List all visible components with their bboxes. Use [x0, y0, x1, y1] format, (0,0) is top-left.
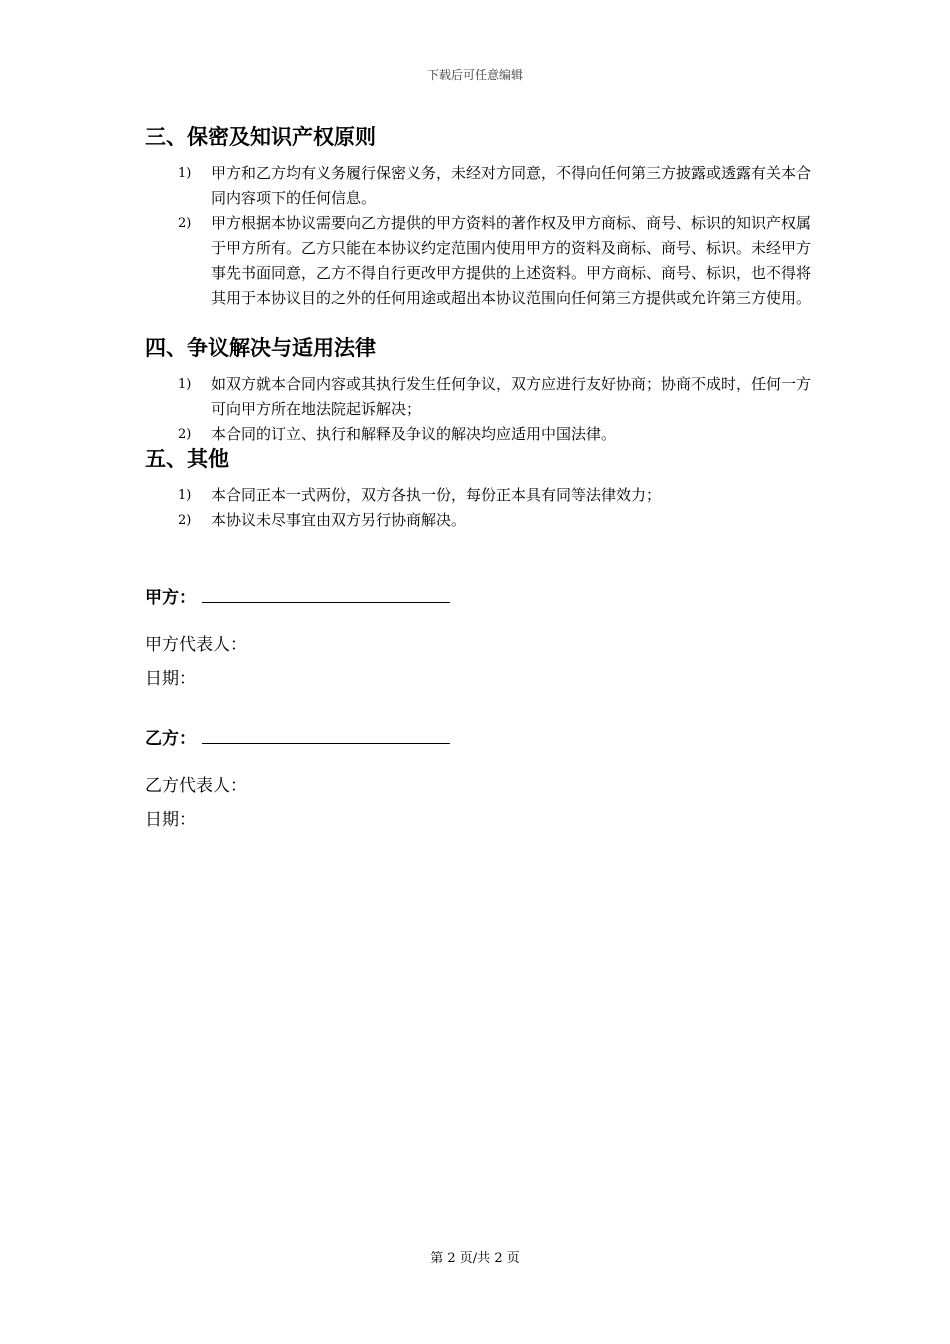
- party-a-date: 日期：: [145, 669, 196, 689]
- list-item: [145, 422, 825, 447]
- section-dispute: [145, 335, 825, 447]
- list-item: [145, 508, 825, 533]
- item-text: 本合同正本一式两份，双方各执一份，每份正本具有同等法律效力；: [211, 486, 662, 504]
- item-number: 2): [178, 216, 192, 231]
- party-a-label: 甲方：: [145, 588, 196, 608]
- item-text: 如双方就本合同内容或其执行发生任何争议，双方应进行友好协商；协商不成时，任何一方可向甲方所在地法院起诉解决；: [211, 375, 812, 418]
- item-number: 2): [178, 427, 192, 442]
- section-other: [145, 446, 825, 533]
- item-text: 本协议未尽事宜由双方另行协商解决。: [211, 511, 467, 529]
- party-a-representative: 甲方代表人：: [145, 635, 247, 655]
- page-header: 下载后可任意编辑: [426, 68, 523, 82]
- item-text: 本合同的订立、执行和解释及争议的解决均应适用中国法律。: [211, 425, 617, 443]
- list-item: [145, 483, 825, 508]
- party-b-representative: 乙方代表人：: [145, 776, 247, 796]
- item-number: 1): [178, 166, 192, 181]
- list-item: [145, 372, 825, 422]
- section-confidentiality: [145, 124, 825, 311]
- list-item: [145, 211, 825, 311]
- page-footer: 第 2 页/共 2 页: [430, 1251, 520, 1266]
- item-number: 1): [178, 377, 192, 392]
- section-title: 五、其他: [145, 447, 229, 471]
- party-b-date: 日期：: [145, 810, 196, 830]
- section-title: 四、争议解决与适用法律: [145, 336, 376, 360]
- party-b-signature-line: [202, 743, 450, 744]
- item-text: 甲方和乙方均有义务履行保密义务，未经对方同意，不得向任何第三方披露或透露有关本合同内容项下的任何信息。: [211, 164, 812, 207]
- party-a-signature-line: [202, 602, 450, 603]
- section-title: 三、保密及知识产权原则: [145, 125, 376, 149]
- party-b-label: 乙方：: [145, 729, 196, 749]
- item-number: 2): [178, 513, 192, 528]
- list-item: [145, 161, 825, 211]
- item-text: 甲方根据本协议需要向乙方提供的甲方资料的著作权及甲方商标、商号、标识的知识产权属于甲方所有。乙方只能在本协议约定范围内使用甲方的资料及商标、商号、标识。未经甲方事先书面同意，乙方不得自行更改甲方提供的上述资料。甲方商标、商号、标识，也不得将其用于本协议目的之外的任何用途或超出本协议范围向任何第三方提供或允许第三方使用。: [211, 214, 812, 307]
- item-number: 1): [178, 488, 192, 503]
